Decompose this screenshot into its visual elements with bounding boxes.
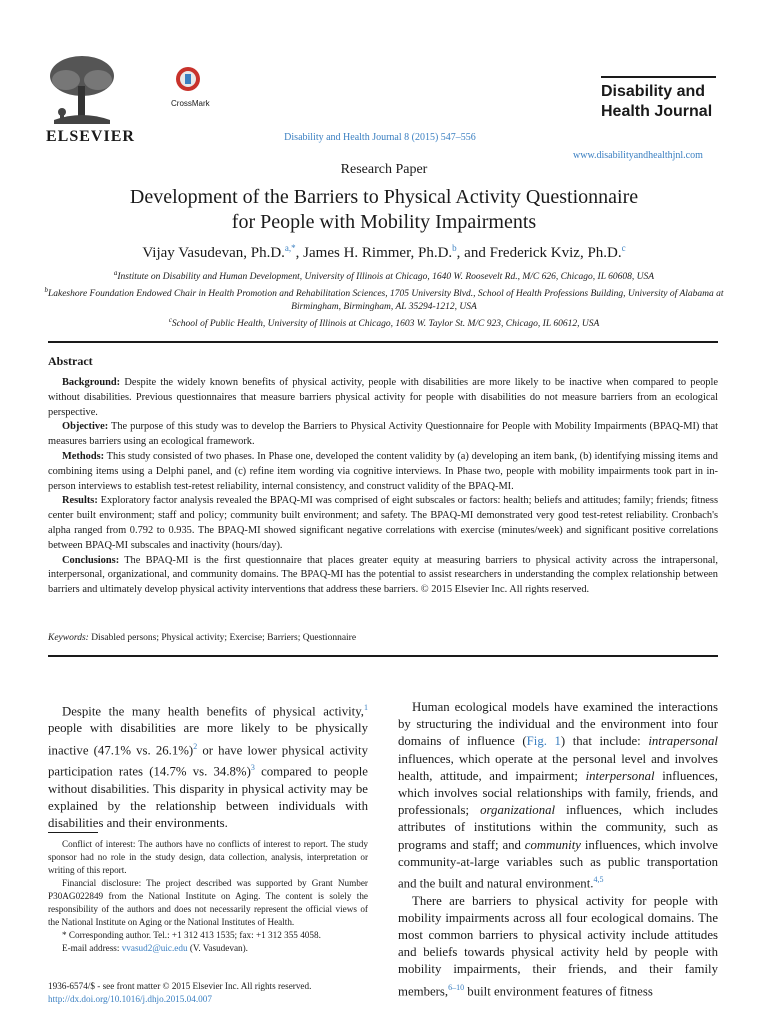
author-affil-link[interactable]: c xyxy=(621,243,626,253)
text-run: people with disabilities are more likely to be physically inactive (47.1% vs. 26.1%) xyxy=(48,721,368,757)
author-separator: , xyxy=(295,245,304,261)
section-label: Methods: xyxy=(62,450,105,462)
author-name: Frederick Kviz, Ph.D. xyxy=(489,245,622,261)
text-run: community xyxy=(524,837,581,852)
section-label: Objective: xyxy=(62,421,109,433)
affiliations xyxy=(44,267,724,331)
affiliation xyxy=(44,284,724,314)
abstract-bottom-rule xyxy=(48,655,718,657)
text-run: Human ecological models have examined the interactions by structuring the individual and the environment into four domains of influence ( xyxy=(398,700,718,749)
abstract-objective xyxy=(48,420,718,450)
body-paragraph xyxy=(398,699,718,893)
affil-marker: a xyxy=(113,269,118,277)
author-separator: , and xyxy=(456,245,490,261)
abstract-results xyxy=(48,494,718,553)
journal-name xyxy=(601,82,712,122)
abstract-heading: Abstract xyxy=(48,354,93,368)
section-label: Background: xyxy=(62,377,121,388)
keywords-label: Keywords: xyxy=(48,633,89,643)
abstract-methods xyxy=(48,450,718,494)
author-name: James H. Rimmer, Ph.D. xyxy=(303,245,453,261)
journal-name-line1: Disability and xyxy=(601,83,706,100)
text-run: Despite the many health benefits of physical activity, xyxy=(62,704,364,719)
issn-line: 1936-6574/$ - see front matter © 2015 Elsevier Inc. All rights reserved. xyxy=(48,981,312,991)
affiliation xyxy=(44,314,724,331)
abstract-background xyxy=(48,376,718,420)
section-text: The BPAQ-MI is the first questionnaire that places greater equity at measuring barriers to physical activity across the intrapersonal, interpersonal, organizational, and community domains. The BPAQ-MI has the potential to assist researchers in understanding the complex relationship between barriers and ultimately develop physical activity interventions that address these barriers. © 2015 Elsevier Inc. All rights reserved. xyxy=(48,554,718,596)
text-run: influences, which involve community-at-large variables such as public transportation and the built and natural environment. xyxy=(398,837,718,891)
footnote-conflict: Conflict of interest: The authors have no conflicts of interest to report. The study sponsor had no role in the study design, data collection, analysis, interpretation or writing of this report. xyxy=(48,839,368,875)
citation-link[interactable]: 4,5 xyxy=(593,875,604,885)
text-run: There are barriers to physical activity for people with mobility impairments across all four ecological domains. The most common barriers to physical activity include attitudes and beliefs towards physical activity held by people with mobility impairments, their friends, and their family members, xyxy=(398,893,718,998)
keywords-text: Disabled persons; Physical activity; Exercise; Barriers; Questionnaire xyxy=(88,633,357,643)
text-run: intrapersonal xyxy=(648,734,718,749)
title-line1: Development of the Barriers to Physical Activity Questionnaire xyxy=(129,186,639,208)
footnote-corresponding: * Corresponding author. Tel.: +1 312 413 1535; fax: +1 312 355 4058. xyxy=(62,930,321,940)
text-run: influences, which involves social relationships with family, friends, and professionals; xyxy=(398,768,718,818)
abstract-conclusions xyxy=(48,554,718,598)
affil-marker: c xyxy=(168,316,172,325)
text-run: organizational xyxy=(480,803,556,818)
crossmark-icon[interactable] xyxy=(175,66,201,92)
section-label: Conclusions: xyxy=(62,554,120,566)
author-affil-link[interactable]: a,* xyxy=(284,243,296,253)
journal-name-rule xyxy=(601,76,716,78)
journal-url-link[interactable]: www.disabilityandhealthjnl.com xyxy=(573,150,703,161)
affiliation xyxy=(44,267,724,284)
text-run: influences, which operate at the personal level and involves health, attitude, and impairment; xyxy=(398,751,718,783)
author-affil-link[interactable]: b xyxy=(452,243,457,253)
section-label: Results: xyxy=(62,495,98,507)
citation-link[interactable]: 2 xyxy=(193,741,198,751)
body-right-column xyxy=(398,699,718,1000)
publisher-name: ELSEVIER xyxy=(46,128,135,145)
footnote-email xyxy=(48,942,368,955)
affil-text: Lakeshore Foundation Endowed Chair in Health Promotion and Rehabilitation Sciences, 1705 University Blvd., School of Health Professions Building, University of Alabama at Birmingham, Birmingham, AL 35294-1212, USA xyxy=(47,289,724,313)
title-line2: for People with Mobility Impairments xyxy=(231,211,537,233)
affil-marker: b xyxy=(44,286,48,295)
body-paragraph xyxy=(48,699,368,832)
abstract-top-rule xyxy=(48,341,718,343)
footnote-financial: Financial disclosure: The project described was supported by Grant Number P30AG022849 from the National Institute on Aging. The content is solely the responsibility of the authors and does not necessarily represent the official views of the National Institute on Aging or the National Institutes of Health. xyxy=(48,878,368,927)
text-run: or have lower physical activity participation rates (14.7% vs. 34.8%) xyxy=(48,742,368,779)
doi-link[interactable]: http://dx.doi.org/10.1016/j.dhjo.2015.04.007 xyxy=(48,994,212,1004)
section-text: Exploratory factor analysis revealed the BPAQ-MI was comprised of eight subscales or factors: health; beliefs and attitudes; family; friends; fitness center built environment; staff and policy; community built environment; and safety. The BPAQ-MI demonstrated very good test-retest reliability. Cronbach's alpha ranged from 0.792 to 0.935. The BPAQ-MI showed significant negative correlations with exercise (minutes/week) and significant positive correlations between BPAQ-MI subscales and inactivity (hours/day). xyxy=(48,495,718,551)
section-text: This study consisted of two phases. In Phase one, developed the content validity by (a) developing an item bank, (b) identifying missing items and combining items using a Delphi panel, and (c) refine item wording via cognitive interviews. In Phase two, people with mobility impairments took part in in-person interviews to establish test-retest reliability, internal consistency, and construct validity of the BPAQ-MI. xyxy=(48,450,718,492)
text-run: influences, which includes attributes of institutions within the community, such as programs and staff; and xyxy=(398,803,718,852)
page-footer xyxy=(48,980,311,1006)
affil-text: Institute on Disability and Human Development, University of Illinois at Chicago, 1640 W. Roosevelt Rd., M/C 626, Chicago, IL 60608, USA xyxy=(117,272,655,283)
text-run: interpersonal xyxy=(585,768,655,783)
footnotes xyxy=(48,838,368,955)
citation-link[interactable]: 3 xyxy=(250,763,255,773)
section-text: The purpose of this study was to develop the Barriers to Physical Activity Questionnaire for People with Mobility Impairments (BPAQ-MI) that measures barriers using an ecological framework. xyxy=(48,421,718,448)
section-text: Despite the widely known benefits of physical activity, people with disabilities are more likely to be inactive when compared to people without disabilities. Previous questionnaires that measure barriers physical activity for people with disabilities do not measure barriers from an ecological perspective. xyxy=(48,377,718,418)
crossmark-label: CrossMark xyxy=(171,99,210,108)
email-link[interactable]: vvasud2@uic.edu xyxy=(121,943,188,953)
article-title xyxy=(60,185,708,235)
elsevier-tree-logo xyxy=(44,50,120,126)
abstract-body xyxy=(48,376,718,598)
journal-name-line2: Health Journal xyxy=(601,103,713,120)
author-name: Vijay Vasudevan, Ph.D. xyxy=(142,245,285,261)
author-list xyxy=(40,243,728,262)
citation-link[interactable]: 1 xyxy=(364,703,368,712)
body-left-column xyxy=(48,699,368,832)
footnote-rule xyxy=(48,832,98,833)
text-run: ) that include: xyxy=(560,734,649,749)
figure-link[interactable]: Fig. 1 xyxy=(526,734,561,749)
article-type: Research Paper xyxy=(340,162,428,177)
keywords xyxy=(48,633,356,643)
affil-text: School of Public Health, University of Illinois at Chicago, 1603 W. Taylor St. M/C 923, Chicago, IL 60612, USA xyxy=(171,319,600,330)
email-suffix: (V. Vasudevan). xyxy=(187,943,248,953)
text-run: compared to people without disabilities. This disparity in physical activity may be explained by the relationship between individuals with disabilities and their environments. xyxy=(48,764,368,831)
body-paragraph xyxy=(398,893,718,1000)
text-run: built environment features of fitness xyxy=(464,983,653,998)
email-label: E-mail address: xyxy=(62,943,122,953)
citation-link[interactable]: 6–10 xyxy=(448,982,465,992)
journal-citation[interactable]: Disability and Health Journal 8 (2015) 547–556 xyxy=(284,132,476,143)
